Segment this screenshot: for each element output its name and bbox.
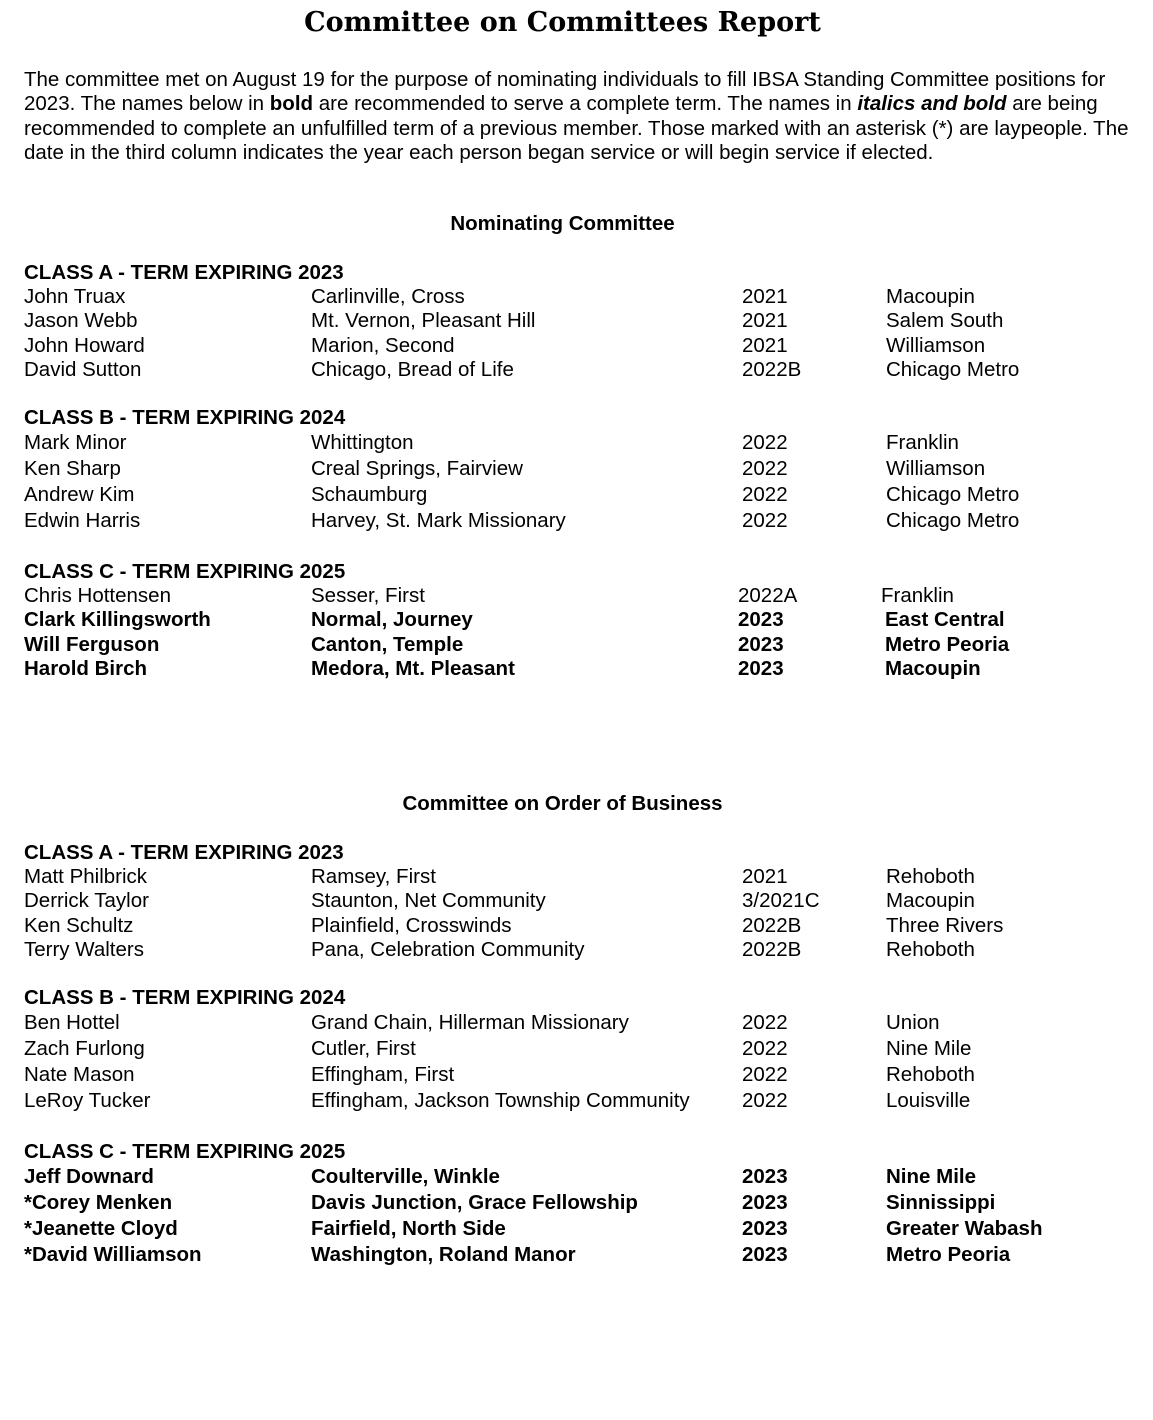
member-name: Jeff Downard xyxy=(24,1165,154,1188)
table-row xyxy=(24,889,1134,913)
member-church: Grand Chain, Hillerman Missionary xyxy=(311,1011,629,1034)
intro-text-1: The committee met on August 19 for the purpose of nominating individuals to fill IBSA Standing Committee positions for 2023. The names below in xyxy=(24,68,1106,116)
member-association: Three Rivers xyxy=(886,913,1004,937)
table-row xyxy=(24,334,1134,358)
member-name: *Corey Menken xyxy=(24,1191,173,1214)
table-row xyxy=(24,1088,1134,1114)
member-name: Edwin Harris xyxy=(24,509,141,532)
member-name: Mark Minor xyxy=(24,431,127,454)
member-church: Harvey, St. Mark Missionary xyxy=(311,509,566,532)
member-association: Macoupin xyxy=(886,889,975,913)
member-association: Williamson xyxy=(886,457,986,480)
member-year: 2022 xyxy=(742,1089,788,1112)
report-title: Committee on Committees Report xyxy=(304,7,821,38)
member-year: 2023 xyxy=(742,1165,788,1188)
member-year: 2022B xyxy=(742,357,802,381)
member-association: Rehoboth xyxy=(886,865,975,888)
member-association: Nine Mile xyxy=(886,1037,972,1060)
member-name: Nate Mason xyxy=(24,1063,135,1086)
table-row xyxy=(24,285,1134,309)
member-name: Zach Furlong xyxy=(24,1037,145,1060)
member-church: Ramsey, First xyxy=(311,865,436,888)
class-block-nominating-a xyxy=(24,261,1134,382)
table-row xyxy=(24,608,1134,632)
member-year: 2021 xyxy=(742,285,788,308)
member-association: Macoupin xyxy=(886,285,975,308)
member-year: 2022A xyxy=(738,584,798,607)
member-name: John Howard xyxy=(24,333,145,357)
member-year: 3/2021C xyxy=(742,889,820,913)
member-year: 2022 xyxy=(742,1011,788,1034)
member-name: Terry Walters xyxy=(24,937,144,961)
member-association: Chicago Metro xyxy=(886,483,1020,506)
member-church: Coulterville, Winkle xyxy=(311,1165,500,1188)
table-row xyxy=(24,865,1134,889)
member-association: Chicago Metro xyxy=(886,509,1020,532)
class-block-order-a xyxy=(24,841,1134,962)
table-row xyxy=(24,1010,1134,1036)
member-church: Effingham, First xyxy=(311,1063,455,1086)
member-church: Effingham, Jackson Township Community xyxy=(311,1089,690,1112)
member-name: Harold Birch xyxy=(24,656,148,680)
class-heading: CLASS A - TERM EXPIRING 2023 xyxy=(24,841,344,864)
member-church: Creal Springs, Fairview xyxy=(311,457,523,480)
table-row xyxy=(24,938,1134,962)
member-year: 2023 xyxy=(738,632,784,656)
member-church: Carlinville, Cross xyxy=(311,285,465,308)
class-heading: CLASS B - TERM EXPIRING 2024 xyxy=(24,406,346,429)
member-association: Franklin xyxy=(886,431,959,454)
class-heading: CLASS B - TERM EXPIRING 2024 xyxy=(24,986,346,1009)
member-association: Franklin xyxy=(881,584,954,607)
member-year: 2021 xyxy=(742,333,788,357)
member-name: Ken Schultz xyxy=(24,913,134,937)
table-row xyxy=(24,309,1134,333)
member-year: 2023 xyxy=(742,1217,788,1240)
member-name: Chris Hottensen xyxy=(24,584,171,607)
member-association: Metro Peoria xyxy=(885,632,1010,656)
member-church: Mt. Vernon, Pleasant Hill xyxy=(311,309,536,333)
table-row xyxy=(24,584,1134,608)
table-row xyxy=(24,358,1134,382)
class-block-nominating-b xyxy=(24,406,1134,534)
member-year: 2022 xyxy=(742,457,788,480)
intro-bold-italic: italics and bold xyxy=(857,92,1007,116)
table-row xyxy=(24,456,1134,482)
class-block-order-c xyxy=(24,1140,1134,1268)
class-block-order-b xyxy=(24,986,1134,1114)
member-year: 2022 xyxy=(742,1037,788,1060)
member-name: David Sutton xyxy=(24,357,142,381)
table-row xyxy=(24,1036,1134,1062)
member-association: Louisville xyxy=(886,1089,971,1112)
member-church: Marion, Second xyxy=(311,333,455,357)
member-year: 2023 xyxy=(742,1191,788,1214)
class-heading: CLASS C - TERM EXPIRING 2025 xyxy=(24,560,346,583)
member-church: Sesser, First xyxy=(311,584,425,607)
member-name: Matt Philbrick xyxy=(24,865,148,888)
member-association: Greater Wabash xyxy=(886,1217,1043,1240)
member-name: Will Ferguson xyxy=(24,632,160,656)
member-year: 2021 xyxy=(742,865,788,888)
table-row xyxy=(24,1216,1134,1242)
member-church: Medora, Mt. Pleasant xyxy=(311,656,515,680)
member-association: Williamson xyxy=(886,333,986,357)
member-name: *Jeanette Cloyd xyxy=(24,1217,178,1240)
member-association: Macoupin xyxy=(885,656,981,680)
member-church: Normal, Journey xyxy=(311,608,473,632)
member-name: Andrew Kim xyxy=(24,483,135,506)
table-row xyxy=(24,1164,1134,1190)
member-year: 2023 xyxy=(738,608,784,632)
section-heading-order-of-business: Committee on Order of Business xyxy=(402,792,723,815)
member-church: Whittington xyxy=(311,431,414,454)
intro-text-2: are recommended to serve a complete term. The names in xyxy=(313,92,858,116)
member-church: Cutler, First xyxy=(311,1037,416,1060)
member-church: Staunton, Net Community xyxy=(311,889,546,913)
table-row xyxy=(24,1190,1134,1216)
member-year: 2022B xyxy=(742,913,802,937)
member-association: Union xyxy=(886,1011,940,1034)
member-year: 2021 xyxy=(742,309,788,333)
member-association: Metro Peoria xyxy=(886,1243,1011,1266)
member-church: Schaumburg xyxy=(311,483,428,506)
member-year: 2023 xyxy=(742,1243,788,1266)
member-name: LeRoy Tucker xyxy=(24,1089,151,1112)
member-year: 2022 xyxy=(742,509,788,532)
member-association: East Central xyxy=(885,608,1005,632)
class-heading: CLASS A - TERM EXPIRING 2023 xyxy=(24,261,344,284)
member-church: Canton, Temple xyxy=(311,632,464,656)
table-row xyxy=(24,508,1134,534)
table-row xyxy=(24,1062,1134,1088)
intro-text-3: are being recommended to complete an unfulfilled term of a previous member. Those marked with an asterisk (*) are laypeople. The date in the third column indicates the year each person began service or will begin service if elected. xyxy=(24,92,1129,164)
member-church: Pana, Celebration Community xyxy=(311,937,585,961)
table-row xyxy=(24,657,1134,681)
section-heading-nominating: Nominating Committee xyxy=(450,212,675,235)
member-year: 2022B xyxy=(742,937,802,961)
table-row xyxy=(24,633,1134,657)
member-church: Davis Junction, Grace Fellowship xyxy=(311,1191,638,1214)
member-church: Fairfield, North Side xyxy=(311,1217,506,1240)
member-association: Sinnissippi xyxy=(886,1191,996,1214)
table-row xyxy=(24,482,1134,508)
member-name: Jason Webb xyxy=(24,309,138,333)
member-name: Derrick Taylor xyxy=(24,889,149,913)
member-association: Rehoboth xyxy=(886,1063,975,1086)
member-name: Ben Hottel xyxy=(24,1011,120,1034)
member-association: Nine Mile xyxy=(886,1165,976,1188)
intro-bold-word: bold xyxy=(269,92,314,116)
table-row xyxy=(24,430,1134,456)
intro-paragraph xyxy=(24,68,1134,165)
member-name: *David Williamson xyxy=(24,1243,202,1266)
member-church: Chicago, Bread of Life xyxy=(311,357,514,381)
member-church: Plainfield, Crosswinds xyxy=(311,913,512,937)
member-year: 2022 xyxy=(742,1063,788,1086)
class-heading: CLASS C - TERM EXPIRING 2025 xyxy=(24,1140,346,1163)
member-association: Chicago Metro xyxy=(886,357,1020,381)
member-church: Washington, Roland Manor xyxy=(311,1243,576,1266)
member-name: John Truax xyxy=(24,285,126,308)
class-block-nominating-c xyxy=(24,560,1134,681)
member-year: 2023 xyxy=(738,656,784,680)
table-row xyxy=(24,1242,1134,1268)
member-name: Ken Sharp xyxy=(24,457,121,480)
table-row xyxy=(24,914,1134,938)
member-year: 2022 xyxy=(742,431,788,454)
member-association: Rehoboth xyxy=(886,937,975,961)
member-association: Salem South xyxy=(886,309,1004,333)
member-name: Clark Killingsworth xyxy=(24,608,211,632)
member-year: 2022 xyxy=(742,483,788,506)
